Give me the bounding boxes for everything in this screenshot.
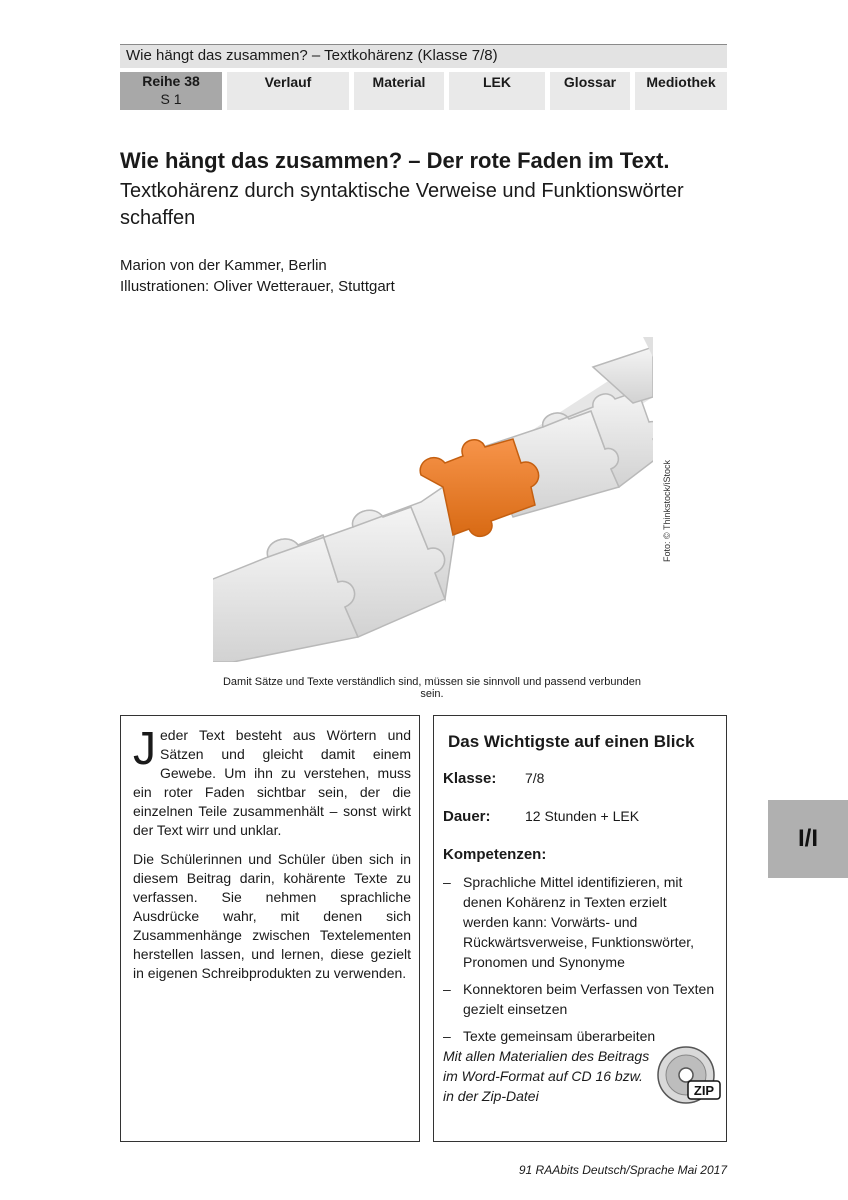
dauer-label: Dauer:: [443, 808, 491, 825]
series-title: Wie hängt das zusammen? – Textkohärenz (Klasse 7/8): [120, 44, 727, 68]
photo-credit: Foto: © Thinkstock/iStock: [662, 459, 672, 562]
list-item: – Sprachliche Mittel identifizieren, mit denen Kohärenz in Texten erzielt werden kann: Vorwärts- und Rückwärtsverweise, Funktionswörter, Pronomen und Synonyme: [443, 872, 715, 972]
tab-material[interactable]: Material: [354, 72, 444, 110]
overview-box: [433, 715, 727, 1142]
page-subtitle: Textkohärenz durch syntaktische Verweise und Funktionswörter schaffen: [120, 180, 684, 229]
intro-paragraph-1: [133, 722, 411, 840]
tab-mediothek[interactable]: Mediothek: [635, 72, 727, 110]
cd-zip-icon: [656, 1043, 722, 1109]
photo-caption: Damit Sätze und Texte verständlich sind, müssen sie sinnvoll und passend verbunden sein.: [222, 676, 642, 700]
puzzle-chain-image: [213, 337, 653, 662]
kompetenzen-label: Kompetenzen:: [443, 846, 547, 863]
chapter-tab[interactable]: I/I: [768, 800, 848, 878]
page-number: S 1: [160, 91, 182, 107]
cd-note: Mit allen Materialien des Beitrags im Word-Format auf CD 16 bzw. in der Zip-Datei: [443, 1048, 650, 1104]
klasse-row: [443, 770, 544, 787]
dauer-row: [443, 808, 639, 825]
reihe-label: Reihe 38: [142, 73, 200, 89]
tab-verlauf[interactable]: Verlauf: [227, 72, 349, 110]
intro-text: [133, 722, 411, 993]
author-block: [120, 255, 395, 297]
footer-citation: 91 RAAbits Deutsch/Sprache Mai 2017: [518, 1163, 727, 1177]
tab-lek[interactable]: LEK: [449, 72, 545, 110]
tab-reihe[interactable]: [120, 72, 222, 110]
intro-box: [120, 715, 420, 1142]
puzzle-photo: [213, 337, 653, 662]
intro-paragraph-1-text: eder Text besteht aus Wörtern und Sätzen und gleicht damit einem Gewebe. Um ihn zu verstehen, muss ein roter Faden sichtbar sein, der die einzelnen Teile zusammenhält – sonst wirkt der Text wirr und unklar.: [133, 727, 411, 838]
author: Marion von der Kammer, Berlin: [120, 257, 327, 274]
klasse-value: 7/8: [525, 770, 545, 786]
list-item: – Konnektoren beim Verfassen von Texten gezielt einsetzen: [443, 979, 715, 1019]
page-title: Wie hängt das zusammen? – Der rote Faden im Text.: [120, 148, 670, 173]
zip-label: ZIP: [693, 1083, 715, 1098]
drop-cap: J: [133, 722, 156, 774]
kompetenzen-list: [443, 872, 715, 1053]
dauer-value: 12 Stunden + LEK: [525, 808, 640, 824]
list-item: – Texte gemeinsam überarbeiten: [443, 1026, 715, 1046]
klasse-label: Klasse:: [443, 770, 497, 787]
illustrator: Illustrationen: Oliver Wetterauer, Stuttgart: [120, 278, 395, 295]
overview-title: Das Wichtigste auf einen Blick: [448, 732, 695, 751]
intro-paragraph-2: Die Schülerinnen und Schüler üben sich in diesem Beitrag darin, kohärente Texte zu verfassen. Sie nehmen sprachliche Ausdrücke wahr, mit denen sich Zusammenhänge zwischen Textelementen herstellen lassen, und lernen, diese gezielt in eigenen Schreibprodukten zu verwenden.: [133, 851, 411, 981]
tab-glossar[interactable]: Glossar: [550, 72, 630, 110]
